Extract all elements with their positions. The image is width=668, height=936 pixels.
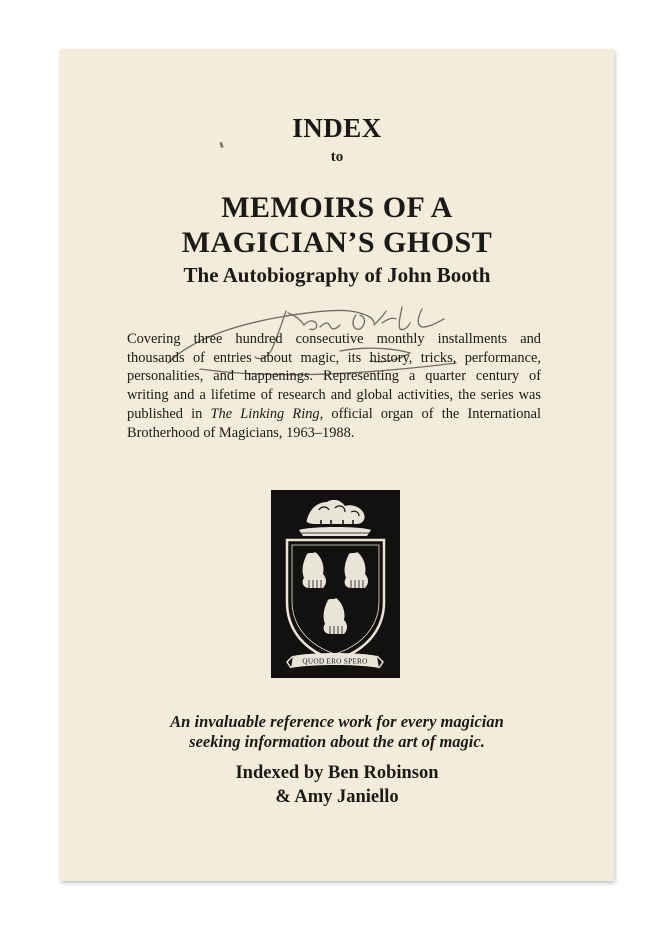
index-heading: INDEX [292,113,382,143]
coat-of-arms-image [271,490,400,678]
tagline-line-2: seeking information about the art of magic. [189,732,485,751]
credits-line-1: Indexed by Ben Robinson [235,763,439,783]
credits-line-2: & Amy Janiello [275,787,399,807]
publication-name: The Linking Ring, [210,405,324,422]
index-page [60,49,614,881]
book-subtitle: The Autobiography of John Booth [183,263,491,287]
motto-text: QUOD ERO SPERO [302,657,368,666]
tagline-line-1: An invaluable reference work for every magician [170,712,504,731]
book-title-line-1: MEMOIRS OF A [221,191,453,224]
book-description [127,330,541,442]
description-tail: official organ of the International Brotherhood of Magicians, 1963–1988. [127,405,541,441]
tagline [60,712,614,752]
description-lead: Covering three hundred consecutive monthly installments and thousands of entries about magic, its history, tricks, performance, personalities, and happenings. Representing a quarter century of writing and a lifetime of research and global activities, the series was published in [127,331,541,422]
book-title-line-2: MAGICIAN’S GHOST [181,226,493,259]
indexer-credits [60,761,614,809]
index-to-label: to [330,149,344,165]
